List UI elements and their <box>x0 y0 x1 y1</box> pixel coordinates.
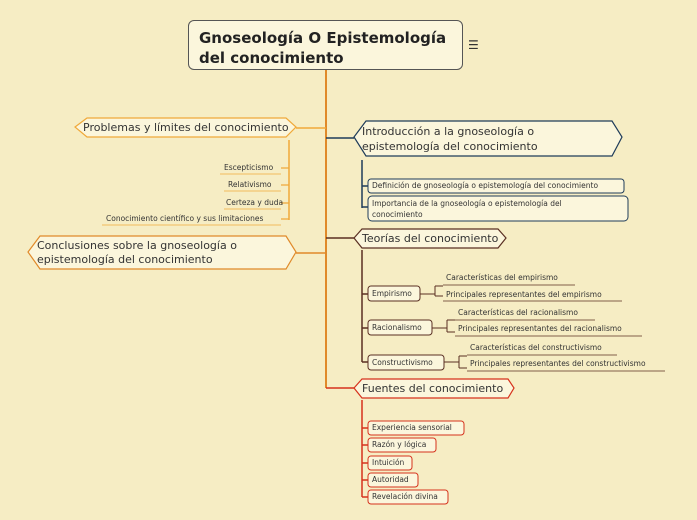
racionalismo-representantes[interactable]: Principales representantes del racionalismo <box>458 324 622 333</box>
source-experiencia[interactable]: Experiencia sensorial <box>372 423 452 432</box>
empirismo-caracteristicas[interactable]: Características del empirismo <box>446 273 558 282</box>
racionalismo-caracteristicas[interactable]: Características del racionalismo <box>458 308 578 317</box>
menu-icon[interactable]: ☰ <box>468 38 479 52</box>
leaf-certeza-duda[interactable]: Certeza y duda <box>226 198 284 207</box>
leaf-escepticismo[interactable]: Escepticismo <box>224 163 274 172</box>
source-autoridad[interactable]: Autoridad <box>372 475 409 484</box>
intro-child-importancia[interactable] <box>372 198 562 220</box>
root-title-line2: del conocimiento <box>199 49 344 67</box>
source-revelacion[interactable]: Revelación divina <box>372 492 438 501</box>
intro-child-definicion[interactable]: Definición de gnoseología o epistemología del conocimiento <box>372 181 599 190</box>
theories-node[interactable]: Teorías del conocimiento <box>362 232 499 245</box>
constructivismo-caracteristicas[interactable]: Características del constructivismo <box>470 343 602 352</box>
leaf-conocimiento-cientifico[interactable]: Conocimiento científico y sus limitaciones <box>106 214 264 223</box>
theory-racionalismo[interactable]: Racionalismo <box>372 323 422 332</box>
leaf-relativismo[interactable]: Relativismo <box>228 180 272 189</box>
intro-node[interactable] <box>362 124 538 154</box>
importancia-line1: Importancia de la gnoseología o epistemología del <box>372 199 562 208</box>
importancia-line2: conocimiento <box>372 210 423 219</box>
conclusions-line2: epistemología del conocimiento <box>37 253 213 266</box>
empirismo-representantes[interactable]: Principales representantes del empirismo <box>446 290 602 299</box>
conclusions-node[interactable] <box>37 239 237 267</box>
theory-empirismo[interactable]: Empirismo <box>372 289 412 298</box>
conclusions-line1: Conclusiones sobre la gnoseología o <box>37 239 237 252</box>
constructivismo-representantes[interactable]: Principales representantes del constructivismo <box>470 359 646 368</box>
sources-node[interactable]: Fuentes del conocimiento <box>362 382 504 395</box>
source-intuicion[interactable]: Intuición <box>372 458 405 467</box>
source-razon[interactable]: Razón y lógica <box>372 440 427 449</box>
problems-node[interactable]: Problemas y límites del conocimiento <box>83 121 289 134</box>
theory-constructivismo[interactable]: Constructivismo <box>372 358 433 367</box>
root-title-line1: Gnoseología O Epistemología <box>199 29 447 47</box>
root-node[interactable] <box>188 20 463 70</box>
intro-line2: epistemología del conocimiento <box>362 140 538 153</box>
intro-line1: Introducción a la gnoseología o <box>362 125 535 138</box>
